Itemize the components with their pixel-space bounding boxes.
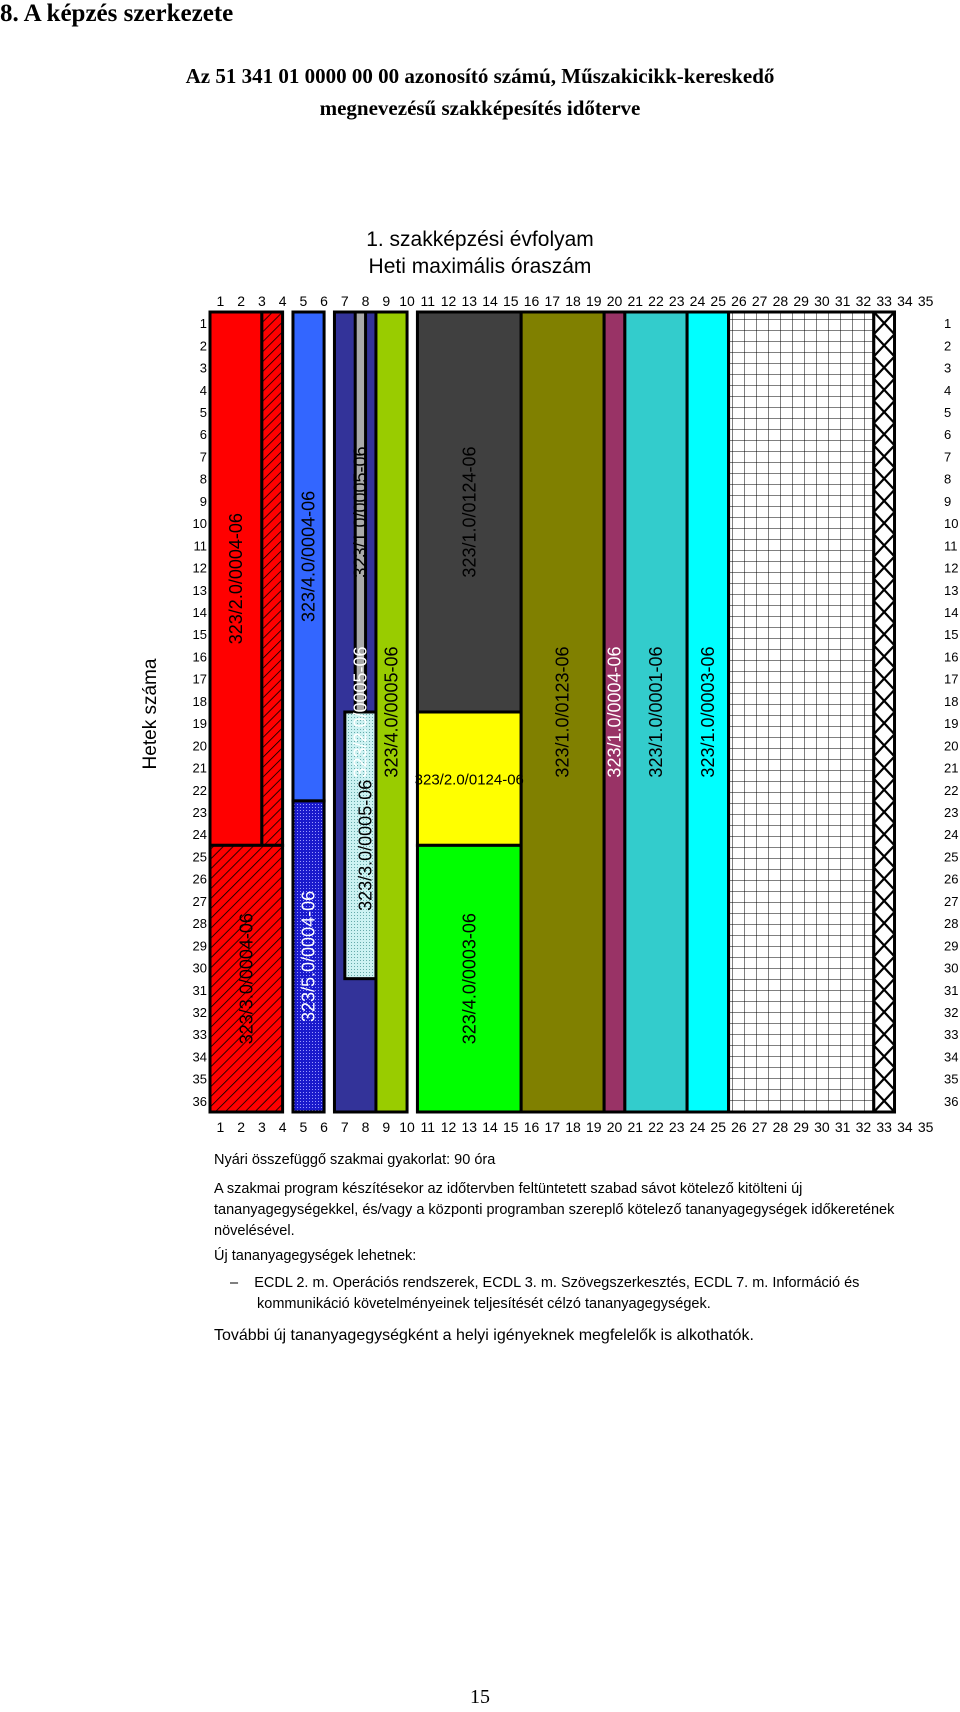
x-tick-top: 21 xyxy=(627,293,644,309)
y-tick-left: 12 xyxy=(192,560,207,576)
x-tick-bottom: 35 xyxy=(917,1119,934,1135)
x-tick-bottom: 23 xyxy=(668,1119,685,1135)
summer-practice-note: Nyári összefüggő szakmai gyakorlat: 90 óra xyxy=(214,1152,496,1168)
x-tick-top: 3 xyxy=(257,293,266,309)
y-tick-right: 29 xyxy=(944,938,959,954)
y-tick-left: 14 xyxy=(192,605,207,620)
y-tick-right: 31 xyxy=(944,982,959,998)
y-tick-left: 7 xyxy=(199,449,207,465)
y-tick-left: 23 xyxy=(192,805,207,820)
x-tick-top: 24 xyxy=(689,293,706,309)
block-label: 323/5.0/0004-06 xyxy=(298,890,319,1023)
x-tick-bottom: 25 xyxy=(710,1119,726,1135)
x-tick-top: 8 xyxy=(361,293,370,309)
y-tick-left: 30 xyxy=(192,960,207,976)
y-tick-right: 20 xyxy=(944,738,959,754)
y-tick-right: 11 xyxy=(944,538,958,554)
x-tick-top: 15 xyxy=(502,293,519,309)
x-tick-top: 25 xyxy=(710,293,726,309)
y-tick-right: 7 xyxy=(944,449,952,465)
ecdl-item-text: ECDL 2. m. Operációs rendszerek, ECDL 3. m. Szövegszerkesztés, ECDL 7. m. Információ és kommunikáció követelményeinek teljesítését célzó tananyagegységek. xyxy=(254,1275,860,1312)
block-label: 323/2.0/0005-06 xyxy=(350,646,371,778)
x-tick-top: 27 xyxy=(751,293,768,309)
y-tick-left: 17 xyxy=(192,671,207,687)
block-label: 323/1.0/0001-06 xyxy=(645,646,666,778)
x-tick-bottom: 6 xyxy=(320,1119,328,1135)
x-tick-bottom: 20 xyxy=(606,1119,623,1135)
y-tick-right: 21 xyxy=(944,760,959,776)
y-tick-right: 32 xyxy=(944,1005,959,1020)
x-tick-top: 28 xyxy=(772,293,789,309)
block-label: 323/1.0/0123-06 xyxy=(552,646,573,778)
x-tick-bottom: 32 xyxy=(855,1119,872,1135)
y-tick-right: 28 xyxy=(944,916,959,932)
ecdl-item xyxy=(214,1273,934,1315)
plan-title-line2: megnevezésű szakképesítés időterve xyxy=(319,96,641,120)
x-tick-bottom: 27 xyxy=(751,1119,768,1135)
chart-title-line2: Heti maximális óraszám xyxy=(368,255,592,278)
x-tick-bottom: 18 xyxy=(565,1119,581,1135)
y-tick-left: 8 xyxy=(199,471,207,487)
plan-title-line1: Az 51 341 01 0000 00 00 azonosító számú, Műszakicikk-kereskedő xyxy=(185,64,775,88)
notes xyxy=(214,1150,934,1350)
y-tick-right: 2 xyxy=(944,338,952,354)
y-tick-right: 18 xyxy=(944,693,959,709)
y-tick-right: 36 xyxy=(944,1093,959,1109)
x-tick-bottom: 4 xyxy=(278,1119,287,1135)
y-tick-right: 27 xyxy=(944,893,959,909)
y-tick-right: 25 xyxy=(944,849,959,865)
y-tick-left: 32 xyxy=(192,1005,207,1020)
x-tick-top: 26 xyxy=(731,293,747,309)
x-tick-top: 18 xyxy=(565,293,581,309)
x-tick-bottom: 2 xyxy=(237,1119,246,1135)
block-label: 323/3.0/0004-06 xyxy=(236,913,257,1045)
section-heading: 8. A képzés szerkezete xyxy=(0,0,234,27)
x-tick-bottom: 14 xyxy=(482,1119,498,1135)
dash: – xyxy=(230,1275,239,1291)
x-tick-top: 20 xyxy=(606,293,623,309)
block-label: 323/1.0/0124-06 xyxy=(459,446,480,578)
x-tick-bottom: 21 xyxy=(627,1119,644,1135)
x-tick-bottom: 15 xyxy=(502,1119,519,1135)
x-tick-bottom: 17 xyxy=(544,1119,561,1135)
y-tick-right: 16 xyxy=(944,649,959,665)
x-tick-top: 32 xyxy=(855,293,872,309)
y-tick-right: 15 xyxy=(944,627,959,643)
y-tick-left: 33 xyxy=(192,1027,207,1043)
y-tick-left: 21 xyxy=(192,760,207,776)
x-tick-bottom: 12 xyxy=(440,1119,457,1135)
x-tick-top: 12 xyxy=(440,293,457,309)
x-tick-bottom: 5 xyxy=(299,1119,308,1135)
y-tick-right: 9 xyxy=(944,493,952,509)
x-tick-top: 7 xyxy=(340,293,349,309)
block-label: 323/1.0/0003-06 xyxy=(697,646,718,778)
y-tick-right: 19 xyxy=(944,716,959,732)
x-tick-bottom: 22 xyxy=(648,1119,664,1135)
y-tick-right: 34 xyxy=(944,1049,959,1065)
y-tick-left: 20 xyxy=(192,738,207,754)
x-tick-top: 29 xyxy=(793,293,809,309)
block-band-17 xyxy=(874,312,895,1112)
block-label: 323/2.0/0004-06 xyxy=(225,513,246,645)
y-tick-right: 30 xyxy=(944,960,959,976)
new-units-heading: Új tananyagegységek lehetnek: xyxy=(214,1248,417,1264)
y-tick-right: 14 xyxy=(944,605,959,620)
x-tick-top: 35 xyxy=(917,293,934,309)
x-tick-top: 33 xyxy=(876,293,892,309)
y-tick-left: 27 xyxy=(192,893,207,909)
y-tick-right: 13 xyxy=(944,582,959,598)
x-tick-bottom: 13 xyxy=(461,1119,478,1135)
x-tick-bottom: 1 xyxy=(216,1119,225,1135)
y-tick-right: 22 xyxy=(944,782,959,798)
x-tick-top: 16 xyxy=(523,293,540,309)
x-tick-bottom: 31 xyxy=(834,1119,851,1135)
block-label: 323/1.0/0004-06 xyxy=(604,646,625,778)
x-tick-bottom: 34 xyxy=(897,1119,913,1135)
block-label: 323/4.0/0005-06 xyxy=(381,646,402,778)
block-band-16 xyxy=(729,312,874,1112)
page-number: 15 xyxy=(470,1686,490,1708)
y-tick-left: 29 xyxy=(192,938,207,954)
y-axis-label: Hetek száma xyxy=(140,658,161,770)
x-tick-top: 23 xyxy=(668,293,685,309)
final-note: További új tananyagegységként a helyi igényeknek megfelelők is alkothatók. xyxy=(214,1327,754,1344)
y-tick-left: 15 xyxy=(192,627,207,643)
x-tick-bottom: 29 xyxy=(793,1119,809,1135)
y-tick-left: 18 xyxy=(192,693,207,709)
y-tick-right: 24 xyxy=(944,827,959,843)
y-tick-left: 36 xyxy=(192,1093,207,1109)
y-tick-left: 9 xyxy=(199,493,207,509)
y-tick-right: 4 xyxy=(944,382,952,398)
x-tick-top: 4 xyxy=(278,293,287,309)
block-label: 323/1.0/0005-06 xyxy=(350,446,371,578)
y-tick-right: 8 xyxy=(944,471,952,487)
block-band-1 xyxy=(262,312,283,845)
x-tick-top: 13 xyxy=(461,293,478,309)
y-tick-left: 24 xyxy=(192,827,207,843)
x-tick-bottom: 16 xyxy=(523,1119,540,1135)
y-tick-left: 34 xyxy=(192,1049,207,1065)
x-tick-top: 17 xyxy=(544,293,561,309)
x-tick-top: 1 xyxy=(216,293,225,309)
y-tick-left: 35 xyxy=(192,1071,207,1087)
y-tick-left: 11 xyxy=(193,538,207,554)
chart-title-line1: 1. szakképzési évfolyam xyxy=(366,228,594,251)
y-tick-right: 17 xyxy=(944,671,959,687)
x-tick-top: 30 xyxy=(814,293,830,309)
y-tick-left: 3 xyxy=(199,360,207,376)
y-tick-right: 26 xyxy=(944,871,959,887)
x-tick-top: 31 xyxy=(834,293,851,309)
y-tick-right: 6 xyxy=(944,427,952,443)
y-tick-left: 10 xyxy=(192,516,207,532)
y-tick-left: 13 xyxy=(192,582,207,598)
y-tick-left: 1 xyxy=(199,316,207,332)
y-tick-left: 25 xyxy=(192,849,207,865)
x-tick-top: 14 xyxy=(482,293,498,309)
y-tick-right: 12 xyxy=(944,560,959,576)
y-tick-right: 5 xyxy=(944,405,952,420)
y-tick-right: 35 xyxy=(944,1071,959,1087)
y-tick-right: 23 xyxy=(944,805,959,820)
x-tick-bottom: 8 xyxy=(361,1119,370,1135)
x-tick-bottom: 26 xyxy=(731,1119,747,1135)
y-tick-left: 2 xyxy=(199,338,207,354)
x-tick-top: 34 xyxy=(897,293,913,309)
y-axis-right-ticks xyxy=(944,316,958,1109)
x-tick-top: 9 xyxy=(382,293,391,309)
y-tick-left: 26 xyxy=(192,871,207,887)
block-label: 323/4.0/0003-06 xyxy=(459,913,480,1045)
x-tick-bottom: 30 xyxy=(814,1119,830,1135)
x-tick-top: 5 xyxy=(299,293,308,309)
free-band-note: A szakmai program készítésekor az időtervben feltüntetett szabad sávot kötelező kitölteni új tananyagegységekkel, és/vagy a központi programban szereplő kötelező tananyagegységek időkeretének növelésével. xyxy=(214,1181,895,1239)
x-tick-bottom: 11 xyxy=(420,1119,436,1135)
y-tick-left: 19 xyxy=(192,716,207,732)
y-tick-left: 22 xyxy=(192,782,207,798)
x-tick-top: 10 xyxy=(399,293,415,309)
x-tick-bottom: 10 xyxy=(399,1119,415,1135)
y-axis-left-ticks xyxy=(193,316,207,1109)
x-tick-top: 11 xyxy=(420,293,436,309)
block-label: 323/2.0/0124-06 xyxy=(414,771,524,789)
y-tick-left: 31 xyxy=(192,982,207,998)
y-tick-left: 5 xyxy=(199,405,207,420)
y-tick-right: 33 xyxy=(944,1027,959,1043)
x-tick-top: 2 xyxy=(237,293,246,309)
x-tick-bottom: 28 xyxy=(772,1119,789,1135)
y-tick-right: 1 xyxy=(944,316,952,332)
x-tick-bottom: 7 xyxy=(340,1119,349,1135)
x-axis-bottom-ticks xyxy=(216,1119,933,1135)
x-tick-top: 6 xyxy=(320,293,328,309)
y-tick-right: 10 xyxy=(944,516,959,532)
y-tick-left: 28 xyxy=(192,916,207,932)
x-tick-bottom: 3 xyxy=(257,1119,266,1135)
x-tick-top: 22 xyxy=(648,293,664,309)
y-tick-left: 4 xyxy=(199,382,207,398)
y-tick-left: 16 xyxy=(192,649,207,665)
x-tick-top: 19 xyxy=(585,293,602,309)
x-axis-top-ticks xyxy=(216,293,933,309)
x-tick-bottom: 24 xyxy=(689,1119,706,1135)
block-label: 323/4.0/0004-06 xyxy=(298,490,319,623)
x-tick-bottom: 33 xyxy=(876,1119,892,1135)
x-tick-bottom: 19 xyxy=(585,1119,602,1135)
y-tick-right: 3 xyxy=(944,360,952,376)
block-label: 323/3.0/0005-06 xyxy=(355,779,376,911)
y-tick-left: 6 xyxy=(199,427,207,443)
x-tick-bottom: 9 xyxy=(382,1119,391,1135)
